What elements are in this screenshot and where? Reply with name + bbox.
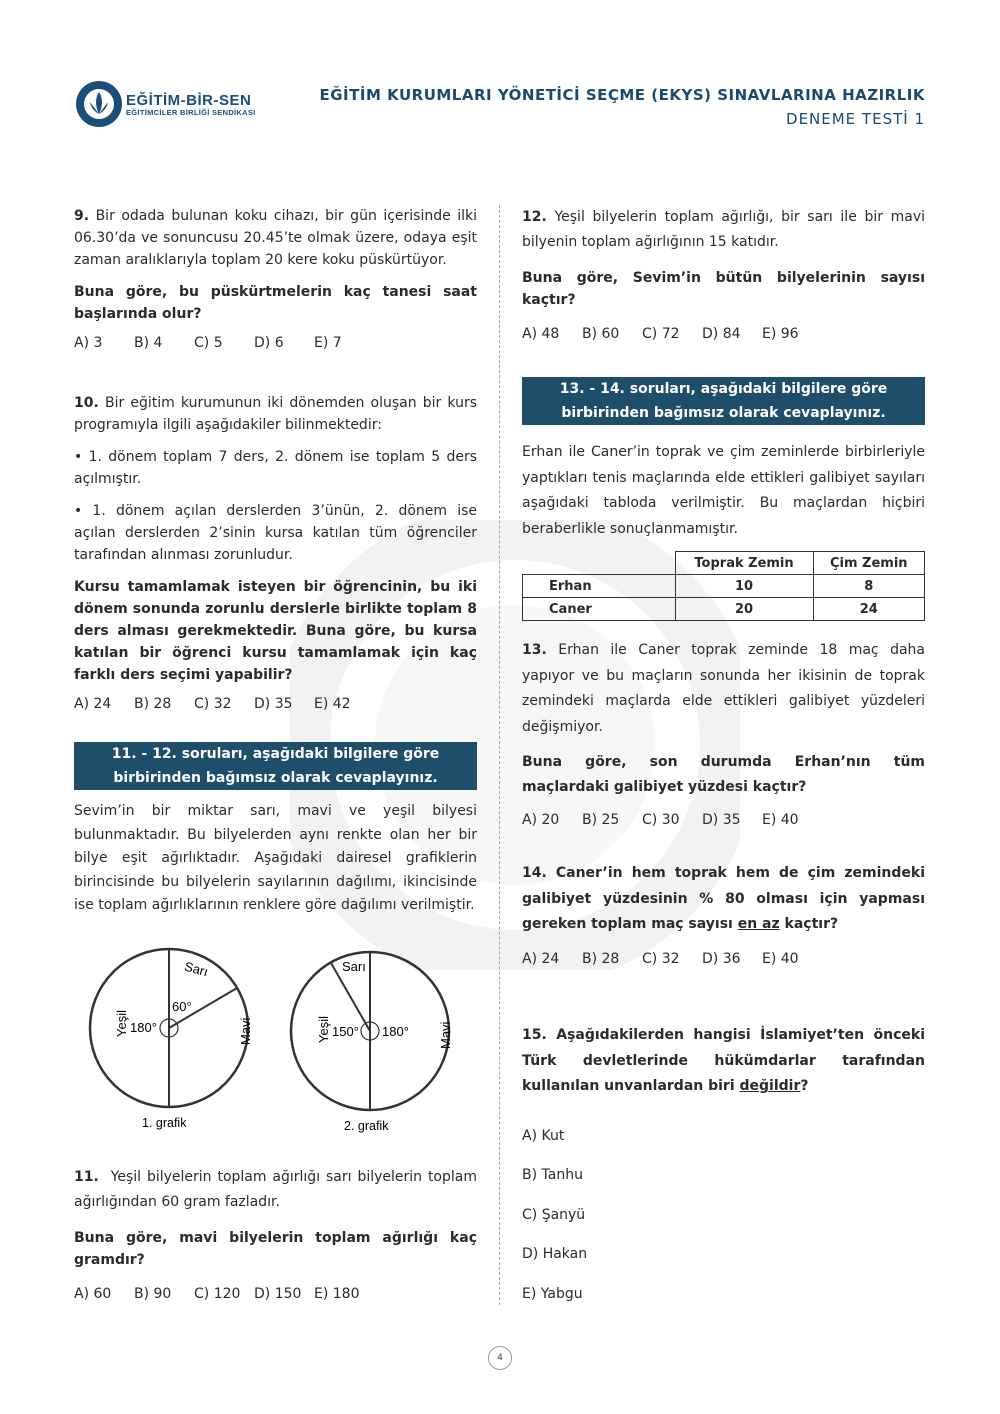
answer-options [74,696,477,712]
option-c[interactable]: C) 72 [642,326,680,342]
option-e[interactable]: E) 40 [762,812,799,828]
option-d[interactable]: D) 84 [702,326,741,342]
question-11 [74,1165,477,1302]
option-b[interactable]: B) 4 [134,335,163,351]
question-number: 12. [522,209,547,225]
option-d[interactable]: D) 36 [702,950,741,967]
question-prompt: Buna göre, mavi bilyelerin toplam ağırlığı kaç gramdır? [74,1230,477,1268]
option-e[interactable]: E) 42 [314,696,351,712]
question-14 [522,861,925,967]
emphasis-underline: değildir [739,1078,801,1094]
question-number: 11. [74,1169,99,1185]
band-line: 13. - 14. soruları, aşağıdaki bilgilere göre [559,381,888,397]
brand-name: EĞİTİM-BİR-SEN [126,92,252,109]
band-line: 11. - 12. soruları, aşağıdaki bilgilere göre [111,746,440,762]
bullet-item: • 1. dönem toplam 7 ders, 2. dönem ise toplam 5 ders açılmıştır. [74,449,477,487]
option-c[interactable]: C) 32 [194,696,232,712]
section-band-13-14 [522,377,925,425]
option-a[interactable]: A) 60 [74,1286,112,1302]
option-b[interactable]: B) 28 [134,696,172,712]
logo [75,80,123,128]
question-15 [522,1023,925,1314]
intro-13-14: Erhan ile Caner’in toprak ve çim zeminlerde birbirleriyle yaptıkları tenis maçlarında elde ettikleri galibiyet sayıları aşağıdaki tabloda verilmiştir. Bu maçlardan hiçbiri beraberlikle sonuçlanmamıştır. [522,444,925,537]
option-d[interactable]: D) Hakan [522,1246,588,1262]
option-e[interactable]: E) 96 [762,326,799,342]
brand-subtitle: EĞİTİMCİLER BİRLİĞİ SENDİKASI [126,108,256,117]
chart2-caption: 2. grafik [344,1119,389,1133]
page-title: EĞİTİM KURUMLARI YÖNETİCİ SEÇME (EKYS) SINAVLARINA HAZIRLIK [319,86,925,104]
option-e[interactable]: E) Yabgu [522,1285,583,1302]
question-text: Yeşil bilyelerin toplam ağırlığı, bir sarı ile bir mavi bilyenin toplam ağırlığının 15 katıdır. [522,209,925,250]
chart1-label-mavi: Mavi [238,1017,253,1045]
chart2-label-yesil: Yeşil [316,1016,331,1043]
question-text: Bir odada bulunan koku cihazı, bir gün içerisinde ilki 06.30’da ve sonuncusu 20.45’te olmak üzere, odaya eşit zaman aralıklarıyla toplam 20 kere koku püskürtüyor. [74,208,477,268]
band-line: birbirinden bağımsız olarak cevaplayınız. [113,770,438,786]
chart1-angle-60: 60° [172,999,192,1014]
option-c[interactable]: C) 5 [194,335,223,351]
question-10 [74,392,477,712]
option-a[interactable]: A) 24 [522,950,560,967]
table-row [523,575,925,598]
table-row [523,598,925,621]
option-b[interactable]: B) 25 [582,812,620,828]
question-prompt: Buna göre, son durumda Erhan’nın tüm maçlardaki galibiyet yüzdesi kaçtır? [522,754,925,795]
band-line: birbirinden bağımsız olarak cevaplayınız. [561,405,886,421]
answer-options [522,951,925,967]
question-text: Yeşil bilyelerin toplam ağırlığı sarı bilyelerin toplam ağırlığından 60 gram fazladır. [74,1169,477,1210]
table-cell: Erhan [523,575,676,598]
chart1-label-sari: Sarı [182,958,210,980]
question-prompt: Buna göre, bu püskürtmelerin kaç tanesi saat başlarında olur? [74,284,477,322]
option-d[interactable]: D) 6 [254,335,284,351]
emphasis-underline: en az [737,916,780,932]
option-d[interactable]: D) 35 [254,696,293,712]
option-e[interactable]: E) 180 [314,1286,360,1302]
question-text: Bir eğitim kurumunun iki dönemden oluşan bir kurs programıyla ilgili aşağıdakiler bilinmektedir: [74,395,477,433]
page-number: 4 [488,1346,512,1370]
table-header-cell: Toprak Zemin [675,552,813,575]
table-cell: 8 [813,575,924,598]
pie-chart-2 [291,952,453,1133]
option-a[interactable]: A) 20 [522,812,560,828]
question-9 [74,205,477,351]
table-cell: 10 [675,575,813,598]
option-e[interactable]: E) 7 [314,335,342,351]
question-prompt [522,861,925,938]
chart1-angle-180: 180° [130,1020,157,1035]
option-b[interactable]: B) 28 [582,950,620,967]
question-13 [522,638,925,828]
chart2-label-mavi: Mavi [438,1021,453,1049]
option-d[interactable]: D) 35 [702,812,741,828]
prompt-text: 14. Caner’in hem toprak hem de çim zemindeki galibiyet yüzdesinin % 80 olması için yapması gereken toplam maç sayısı [522,865,925,932]
column-divider [499,205,500,1305]
answer-options [522,1117,925,1315]
answer-options [522,812,925,828]
answer-options [522,326,925,342]
table-cell: Caner [523,598,676,621]
question-12 [522,205,925,342]
option-d[interactable]: D) 150 [254,1286,302,1302]
question-number: 13. [522,642,547,658]
table-cell: 24 [813,598,924,621]
question-number: 9. [74,208,90,224]
pie-charts [74,945,477,1135]
left-column [74,205,477,712]
option-a[interactable]: A) 3 [74,335,103,351]
option-e[interactable]: E) 40 [762,950,799,967]
logo-seal-icon [75,80,123,128]
question-prompt [522,1023,925,1100]
chart2-angle-180: 180° [382,1024,409,1039]
prompt-text: 15. Aşağıdakilerden hangisi İslamiyet’ten önceki Türk devletlerinde hükümdarlar tarafından kullanılan unvanlardan biri [522,1027,925,1094]
pie-chart-1 [90,949,253,1130]
prompt-text: ? [800,1078,809,1094]
option-a[interactable]: A) 24 [74,696,112,712]
answer-options [74,335,477,351]
option-c[interactable]: C) 32 [642,950,680,967]
chart1-label-yesil: Yeşil [114,1010,129,1037]
option-b[interactable]: B) 60 [582,326,620,342]
answer-options [74,1286,477,1302]
wins-table [522,551,925,621]
option-b[interactable]: B) Tanhu [522,1167,583,1183]
question-text: Erhan ile Caner toprak zeminde 18 maç daha yapıyor ve bu maçların sonunda her ikisinin de toprak zemindeki maçlarda elde ettikleri galibiyet yüzdeleri değişmiyor. [522,642,925,735]
option-a[interactable]: A) Kut [522,1127,565,1144]
option-a[interactable]: A) 48 [522,326,560,342]
table-header-cell: Çim Zemin [813,552,924,575]
chart2-label-sari: Sarı [342,959,366,974]
table-header-row [523,552,925,575]
question-number: 10. [74,395,99,411]
question-prompt: Kursu tamamlamak isteyen bir öğrencinin, bu iki dönem sonunda zorunlu derslerle birlikte toplam 8 ders alması gerekmektedir. Buna göre, bu kursa katılan bir öğrenci kursu tamamlamak için kaç farklı ders seçimi yapabilir? [74,579,477,683]
intro-11-12: Sevim’in bir miktar sarı, mavi ve yeşil bilyesi bulunmaktadır. Bu bilyelerden aynı renkte olan her bir bilye eşit ağırlıktadır. Aşağıdaki dairesel grafiklerin birincisinde bu bilyelerin sayılarının dağılımı, ikincisinde ise toplam ağırlıklarının renklere göre dağılımı verilmiştir. [74,803,477,913]
table-cell: 20 [675,598,813,621]
page-subtitle: DENEME TESTİ 1 [786,110,925,128]
question-prompt: Buna göre, Sevim’in bütün bilyelerinin sayısı kaçtır? [522,270,925,308]
section-band-11-12 [74,742,477,790]
option-b[interactable]: B) 90 [134,1286,172,1302]
bullet-item: • 1. dönem açılan derslerden 3’ünün, 2. dönem ise açılan derslerden 2’sinin kursa katılan tüm öğrenciler tarafından alınması zorunludur. [74,503,477,563]
chart1-caption: 1. grafik [142,1116,187,1130]
option-c[interactable]: C) 30 [642,812,680,828]
table-header-cell [523,552,676,575]
chart2-angle-150: 150° [332,1024,359,1039]
prompt-text: kaçtır? [779,916,839,932]
option-c[interactable]: C) Şanyü [522,1206,586,1223]
option-c[interactable]: C) 120 [194,1286,241,1302]
